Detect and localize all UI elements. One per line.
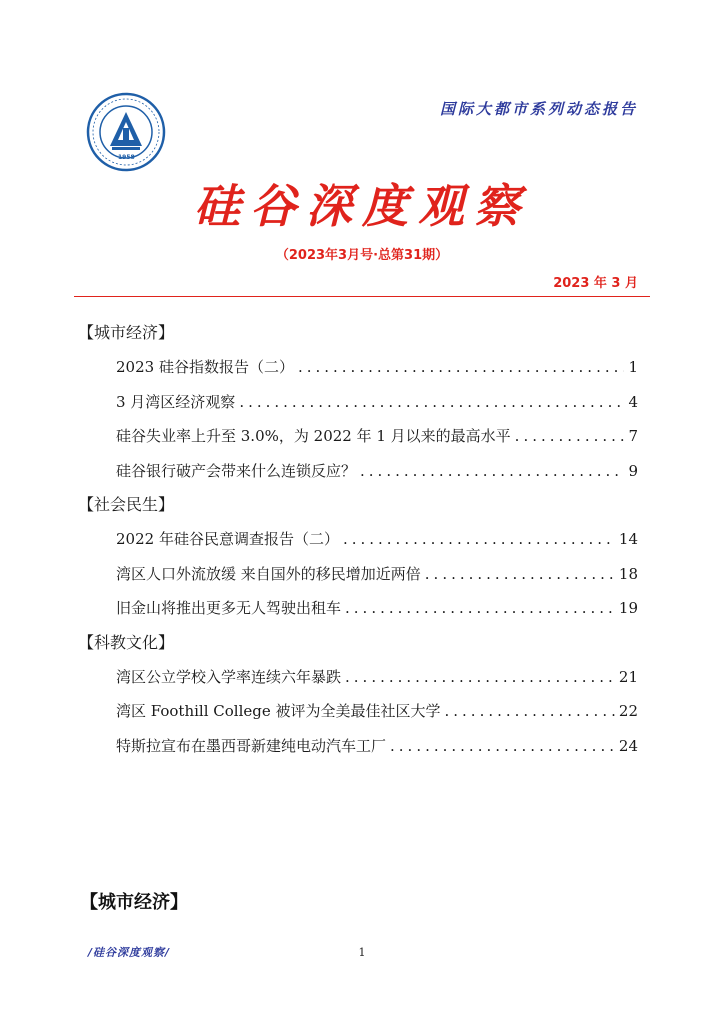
body-section-heading: 【城市经济】 [80,892,188,913]
toc-entry-title: 湾区公立学校入学率连续六年暴跌 [116,667,342,686]
toc-entry[interactable] [78,696,644,731]
toc-leader-dots [343,524,615,554]
toc-leader-dots [345,593,615,623]
toc-entry-page: 24 [618,736,638,755]
toc-leader-dots [445,696,615,726]
toc-entry[interactable] [78,387,644,422]
toc-entry-title: 2022 年硅谷民意调查报告（二） [116,530,339,548]
toc-entry-title: 特斯拉宣布在墨西哥新建纯电动汽车工厂 [116,736,387,755]
toc-section-heading: 【城市经济】 [78,323,175,342]
logo-year: 1958 [118,154,135,161]
toc-leader-dots [345,662,615,692]
toc-leader-dots [298,352,625,382]
toc-entry-page: 18 [618,564,638,583]
issue-number: （2023年3月号·总第31期） [275,248,449,263]
toc-entry-page: 14 [618,530,638,548]
page-title: 硅谷深度观察 [194,179,530,233]
toc-entry[interactable] [78,662,644,697]
header-divider [74,296,650,297]
toc-section-heading: 【科教文化】 [78,632,175,652]
toc-entry-title: 硅谷银行破产会带来什么连锁反应？ [116,461,357,480]
toc-entry[interactable] [78,559,644,594]
toc-entry-title: 旧金山将推出更多无人驾驶出租车 [116,599,342,617]
toc-leader-dots [425,559,615,589]
toc-entry-title: 3 月湾区经济观察 [116,392,236,411]
toc-entry-page: 19 [618,599,638,617]
issue-date: 2023 年 3 月 [553,276,638,291]
toc-entry-page: 1 [628,358,638,376]
footer-page-number: 1 [358,946,366,959]
footer-publication-name: /硅谷深度观察/ [88,946,171,959]
table-of-contents [78,318,644,765]
series-tag: 国际大都市系列动态报告 [439,100,638,118]
toc-section-heading: 【社会民生】 [78,495,175,514]
toc-entry-title: 湾区 Foothill College 被评为全美最佳社区大学 [116,702,441,720]
toc-entry-page: 7 [628,427,638,445]
toc-entry[interactable] [78,524,644,559]
toc-entry[interactable] [78,731,644,766]
toc-leader-dots [390,731,615,761]
toc-entry[interactable] [78,421,644,456]
toc-entry[interactable] [78,456,644,491]
toc-entry-title: 硅谷失业率上升至 3.0%，为 2022 年 1 月以来的最高水平 [116,427,511,445]
toc-entry-page: 22 [618,702,638,720]
toc-entry-page: 21 [618,667,638,686]
toc-entry-title: 湾区人口外流放缓 来自国外的移民增加近两倍 [116,564,421,583]
toc-entry-page: 9 [628,461,638,480]
toc-entry[interactable] [78,352,644,387]
toc-leader-dots [515,421,625,451]
toc-entry[interactable] [78,593,644,628]
toc-leader-dots [239,387,624,417]
toc-leader-dots [360,456,624,486]
toc-entry-page: 4 [628,392,638,411]
toc-entry-title: 2023 硅谷指数报告（二） [116,358,294,376]
